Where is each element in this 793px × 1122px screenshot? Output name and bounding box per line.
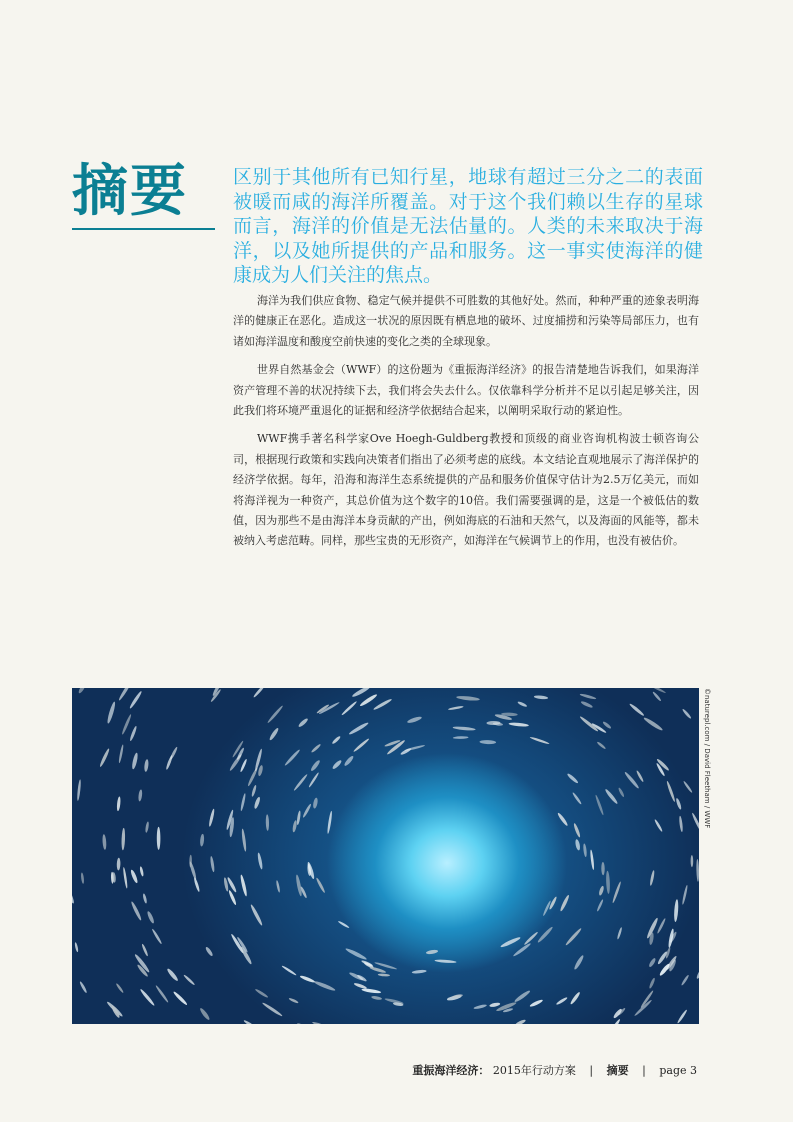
fish-shape (456, 695, 480, 701)
fish-shape (139, 988, 155, 1006)
fish-shape (598, 885, 604, 896)
fish-shape (426, 949, 439, 955)
fish-shape (129, 690, 143, 709)
fish-shape (74, 942, 79, 952)
fish-shape (243, 1019, 256, 1024)
fish-shape (102, 834, 107, 850)
fish-shape (407, 715, 423, 724)
fish-shape (607, 1018, 622, 1024)
fish-shape (141, 943, 149, 956)
fish-shape (648, 957, 657, 968)
fish-shape (312, 1021, 325, 1024)
fish-shape (557, 812, 569, 827)
fish-shape (580, 700, 593, 708)
fish-shape (130, 901, 142, 921)
fish-shape (205, 946, 214, 957)
fish-shape (251, 785, 257, 797)
fish-shape (618, 787, 625, 797)
fish-shape (595, 794, 605, 815)
fish-shape (129, 725, 138, 741)
fish-shape (489, 1002, 500, 1008)
body-text (233, 291, 699, 560)
fish-shape (281, 965, 297, 976)
fish-shape (312, 797, 318, 809)
fish-shape (573, 954, 585, 970)
footer-section: 摘要 (606, 1064, 629, 1077)
fish-shape (327, 811, 333, 834)
fish-shape (559, 894, 570, 912)
fish-shape (573, 823, 581, 838)
fish-shape (302, 803, 312, 818)
fish-shape (166, 968, 179, 983)
fish-shape (508, 722, 528, 727)
fish-school-illustration (72, 688, 699, 1024)
fish-shape (257, 765, 263, 777)
fish-shape (240, 793, 246, 811)
fish-shape (338, 920, 350, 929)
fish-shape (262, 1002, 284, 1018)
fish-shape (199, 1007, 211, 1021)
fish-shape (79, 981, 88, 994)
fish-shape (373, 698, 393, 711)
fish-shape (240, 758, 248, 772)
fish-shape (292, 820, 298, 833)
fish-shape (629, 703, 645, 717)
fish-shape (565, 927, 583, 946)
fish-shape (636, 770, 645, 783)
fish-shape (122, 867, 128, 889)
fish-shape (596, 741, 606, 750)
fish-shape (412, 969, 427, 974)
fish-shape (308, 772, 320, 788)
fish-shape (298, 717, 309, 728)
fish-shape (210, 856, 215, 872)
fish-shape (115, 983, 124, 994)
fish-shape (72, 886, 75, 904)
lead-paragraph: 区别于其他所有已知行星，地球有超过三分之二的表面被暖而咸的海洋所覆盖。对于这个我们赖以生存的星球而言，海洋的价值是无法估量的。人类的未来取决于海洋，以及她所提供的产品和服务。这一事实使海洋的健康成为人们关注的焦点。 (233, 166, 703, 286)
fish-shape (696, 968, 699, 980)
fish-shape (566, 773, 579, 785)
fish-shape (241, 828, 247, 851)
fish-shape (118, 688, 133, 701)
fish-shape (691, 855, 694, 867)
fish-shape (151, 928, 162, 944)
fish-shape (556, 996, 568, 1005)
fish-shape (696, 859, 699, 882)
fish-shape (318, 701, 340, 715)
fish-shape (200, 834, 205, 847)
body-paragraph: 世界自然基金会（WWF）的这份题为《重振海洋经济》的报告清楚地告诉我们，如果海洋资产管理不善的状况持续下去，我们将会失去什么。仅依靠科学分析并不足以引起足够关注，因此我们将环境严重退化的证据和经济学依据结合起来，以阐明采取行动的紧迫性。 (233, 363, 699, 418)
fish-shape (353, 738, 370, 753)
fish-shape (523, 931, 538, 946)
fish-shape (331, 759, 342, 770)
fish-shape (473, 1004, 487, 1010)
fish-shape (341, 700, 358, 716)
footer-separator: | (589, 1064, 594, 1077)
fish-shape (683, 780, 693, 793)
fish-shape (343, 755, 354, 767)
fish-shape (116, 796, 121, 811)
fish-shape (674, 899, 679, 922)
fish-shape (590, 850, 595, 871)
fish-shape (78, 688, 87, 694)
fish-shape (643, 716, 664, 732)
fish-shape (310, 759, 321, 772)
fish-shape (284, 749, 301, 767)
fish-shape (666, 780, 676, 802)
fish-shape (268, 727, 279, 741)
fish-shape (293, 773, 308, 791)
fish-shape (634, 999, 653, 1017)
body-paragraph: 海洋为我们供应食物、稳定气候并提供不可胜数的其他好处。然而，种种严重的迹象表明海洋的健康正在恶化。造成这一状况的原因既有栖息地的破坏、过度捕捞和污染等局部压力，也有诸如海洋温度和酸度空前快速的变化之类的全球现象。 (233, 294, 699, 348)
fish-shape (378, 973, 390, 976)
fish-shape (331, 735, 341, 745)
fish-shape (353, 982, 367, 990)
fish-shape (266, 814, 270, 830)
fish-shape (359, 693, 378, 707)
fish-shape (646, 688, 666, 694)
body-paragraph: WWF携手著名科学家Ove Hoegh-Guldberg教授和顶级的商业咨询机构波士顿咨询公司，根据现行政策和实践向决策者们指出了必须考虑的底线。本文结论直观地展示了海洋保护的经济学依据。每年，沿海和海洋生态系统提供的产品和服务价值保守估计为2.5万亿美元，而如将海洋视为一种资产，其总价值为这个数字的10倍。我们需要强调的是，这是一个被低估的数值，因为那些不是由海洋本身贡献的产出，例如海底的石油和天然气，以及海面的风能等，都未被纳入考虑范畴。同样，那些宝贵的无形资产，如海洋在气候调节上的作用，也没有被估价。 (233, 432, 699, 548)
fish-shape (529, 999, 543, 1008)
fish-shape (193, 877, 200, 892)
fish-shape (648, 977, 655, 989)
fish-shape (138, 789, 143, 801)
fish-shape (139, 866, 144, 877)
fish-shape (579, 715, 599, 732)
footer-plan: 2015年行动方案 (492, 1064, 576, 1077)
fish-shape (253, 796, 261, 809)
fish-school-photo (72, 688, 699, 1024)
fish-shape (534, 695, 548, 700)
fish-shape (514, 989, 532, 1003)
fish-shape (288, 997, 299, 1004)
fish-shape (514, 1019, 526, 1024)
fish-shape (602, 721, 612, 730)
fish-shape (81, 872, 85, 884)
fish-shape (121, 828, 125, 851)
fish-shape (682, 708, 692, 719)
fish-shape (601, 862, 605, 875)
fish-shape (612, 881, 622, 903)
fish-shape (165, 755, 173, 770)
fish-shape (121, 714, 132, 735)
fish-shape (652, 691, 662, 702)
fish-shape (345, 947, 368, 961)
fish-shape (675, 798, 682, 810)
footer-page-number: page 3 (659, 1064, 697, 1077)
fish-shape (596, 899, 604, 912)
fish-shape (117, 858, 121, 871)
fish-shape (583, 843, 588, 857)
fish-shape (315, 877, 326, 893)
fish-shape (537, 926, 554, 944)
fish-shape (172, 991, 188, 1006)
fish-shape (313, 980, 336, 992)
fish-shape (208, 808, 215, 827)
fish-shape (351, 688, 371, 698)
fish-shape (529, 736, 549, 745)
fish-shape (659, 963, 671, 977)
fish-shape (299, 975, 315, 984)
fish-shape (434, 959, 456, 963)
fish-shape (297, 1023, 309, 1024)
fish-shape (267, 705, 284, 724)
fish-shape (144, 759, 149, 772)
fish-shape (512, 942, 531, 957)
fish-shape (617, 927, 623, 940)
fish-shape (681, 885, 688, 905)
fish-shape (247, 767, 259, 787)
fish-shape (131, 752, 139, 769)
footer-report-title: 重振海洋经济： (412, 1064, 490, 1077)
fish-shape (479, 740, 496, 745)
fish-shape (311, 743, 322, 753)
fish-shape (681, 974, 690, 986)
fish-shape (569, 991, 581, 1005)
fish-shape (157, 827, 161, 850)
fish-shape (517, 701, 528, 708)
fish-shape (371, 995, 382, 1000)
page-title: 摘要 (72, 159, 188, 224)
fish-shape (145, 821, 150, 833)
fish-shape (99, 748, 111, 768)
fish-shape (369, 966, 386, 974)
fish-shape (257, 852, 263, 869)
fish-shape (654, 819, 663, 833)
fish-shape (579, 693, 596, 700)
fish-shape (183, 974, 195, 986)
page-footer (412, 1062, 697, 1078)
fish-shape (130, 869, 139, 884)
fish-shape (677, 1009, 688, 1024)
fish-shape (656, 918, 666, 934)
fish-shape (448, 705, 464, 710)
fish-shape (250, 904, 264, 926)
fish-shape (679, 816, 684, 832)
fish-shape (255, 988, 269, 998)
fish-shape (453, 726, 476, 731)
fish-shape (77, 779, 82, 801)
footer-separator: | (642, 1064, 646, 1077)
fish-shape (240, 874, 248, 896)
fish-shape (500, 936, 521, 949)
fish-shape (296, 810, 301, 825)
fish-shape (691, 812, 699, 832)
fish-shape (146, 910, 155, 924)
fish-shape (606, 871, 611, 894)
fish-shape (404, 744, 425, 752)
fish-shape (572, 792, 583, 805)
fish-shape (253, 688, 266, 698)
fish-shape (142, 893, 147, 904)
fish-shape (106, 701, 116, 724)
fish-shape (453, 736, 469, 739)
fish-shape (118, 744, 124, 763)
fish-shape (361, 988, 381, 994)
photo-credit-wrap (703, 688, 793, 829)
fish-shape (348, 721, 369, 735)
fish-shape (604, 788, 619, 805)
fish-shape (575, 839, 581, 851)
title-underline (72, 228, 215, 230)
fish-shape (295, 874, 303, 896)
fish-shape (276, 880, 281, 893)
fish-shape (155, 985, 169, 1004)
fish-shape (649, 870, 655, 886)
photo-credit: ©naturepl.com / David Fleetham / WWF (703, 688, 711, 829)
